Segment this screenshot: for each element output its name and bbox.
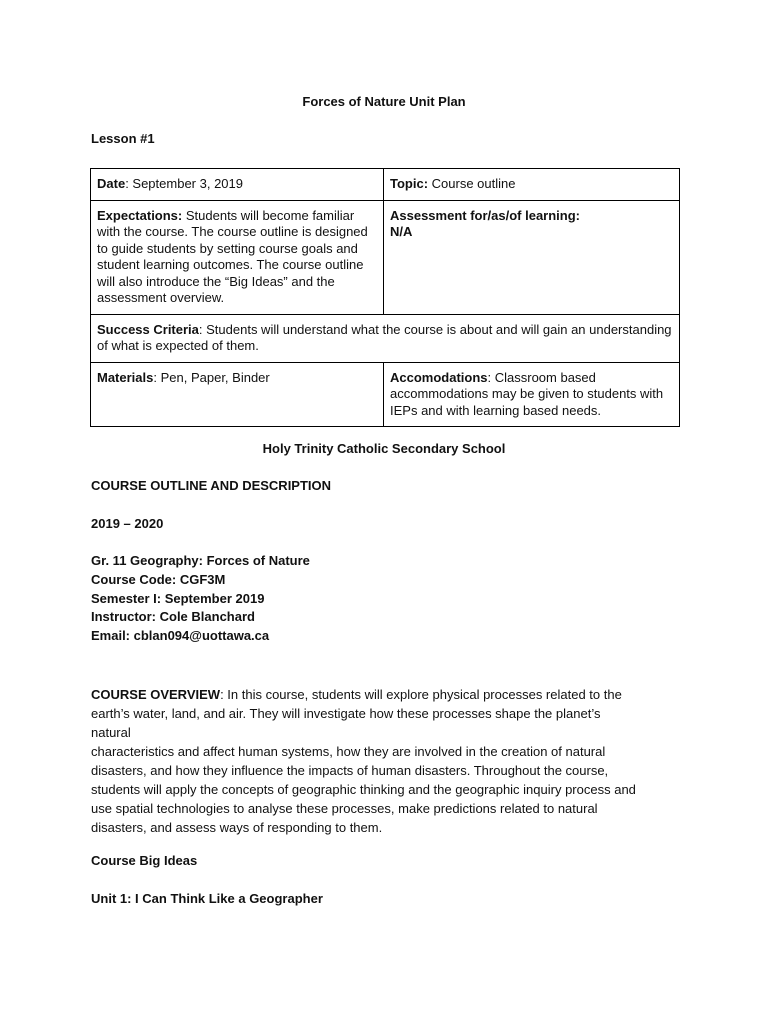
topic-value: Course outline	[428, 176, 516, 191]
course-instructor: Instructor: Cole Blanchard	[91, 609, 255, 624]
course-semester: Semester I: September 2019	[91, 591, 265, 606]
overview-line	[91, 685, 681, 704]
accommodations-label: Accomodations	[390, 369, 488, 385]
overview-line: natural	[91, 725, 131, 740]
course-email: Email: cblan094@uottawa.ca	[91, 628, 270, 643]
outline-heading: COURSE OUTLINE AND DESCRIPTION	[91, 478, 332, 493]
overview-label: COURSE OVERVIEW	[91, 687, 221, 702]
lesson-plan-table	[90, 168, 680, 427]
date-label: Date	[97, 176, 126, 191]
topic-cell	[384, 169, 680, 201]
accommodations-cell	[384, 362, 680, 427]
expectations-value: Students will become familiar with the course. The course outline is designed to guide students by setting course goals and student learning outcomes. The course outline will also introduce the “Big Ideas” and the assessment overview.	[97, 207, 368, 305]
success-value: : Students will understand what the course is about and will gain an understanding of what is expected of them.	[97, 321, 672, 353]
success-label: Success Criteria	[97, 321, 199, 337]
assessment-label: Assessment for/as/of learning:	[390, 207, 580, 223]
unit-1-heading: Unit 1: I Can Think Like a Geographer	[91, 891, 323, 906]
date-cell	[91, 169, 384, 201]
materials-label: Materials	[97, 369, 154, 385]
overview-line: students will apply the concepts of geographic thinking and the geographic inquiry process and	[91, 782, 636, 797]
materials-value: : Pen, Paper, Binder	[153, 369, 270, 385]
accommodations-value: : Classroom based accommodations may be given to students with IEPs and with learning based needs.	[390, 369, 664, 418]
table-row	[91, 362, 680, 427]
course-overview	[91, 685, 681, 837]
topic-label: Topic:	[390, 176, 429, 191]
expectations-label: Expectations:	[97, 207, 183, 223]
school-year: 2019 – 2020	[91, 516, 164, 531]
overview-line: earth’s water, land, and air. They will investigate how these processes shape the planet’s	[91, 706, 601, 721]
overview-line: characteristics and affect human systems, how they are involved in the creation of natural	[91, 744, 606, 759]
course-name: Gr. 11 Geography: Forces of Nature	[91, 553, 310, 568]
success-criteria-cell	[91, 314, 680, 362]
overview-line: disasters, and assess ways of responding to them.	[91, 820, 383, 835]
lesson-number: Lesson #1	[91, 131, 155, 146]
table-row	[91, 314, 680, 362]
materials-cell	[91, 362, 384, 427]
table-row	[91, 169, 680, 201]
overview-line: disasters, and how they influence the impacts of human disasters. Throughout the course,	[91, 763, 609, 778]
big-ideas-heading: Course Big Ideas	[91, 853, 198, 868]
assessment-value: N/A	[390, 224, 413, 239]
overview-text: : In this course, students will explore physical processes related to the	[220, 687, 622, 702]
course-code: Course Code: CGF3M	[91, 572, 226, 587]
document-title: Forces of Nature Unit Plan	[302, 94, 466, 109]
date-value: : September 3, 2019	[125, 176, 243, 191]
assessment-cell	[384, 200, 680, 314]
school-name: Holy Trinity Catholic Secondary School	[262, 441, 506, 456]
overview-line: use spatial technologies to analyse these processes, make predictions related to natural	[91, 801, 598, 816]
expectations-cell	[91, 200, 384, 314]
table-row	[91, 200, 680, 314]
